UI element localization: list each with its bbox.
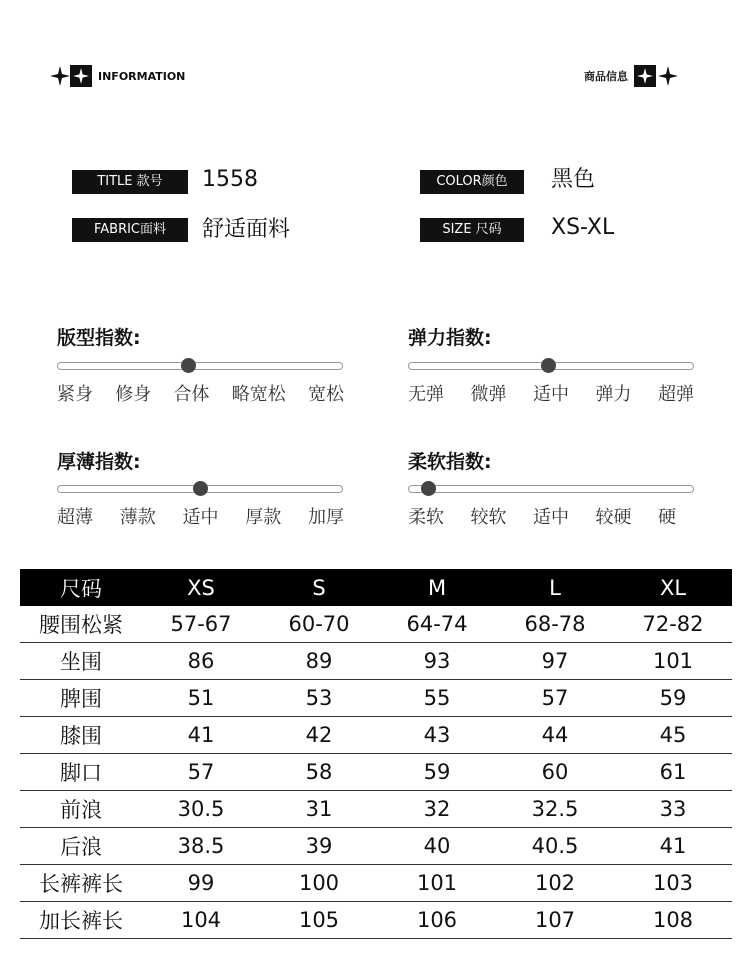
row-label-cell: 脚口 bbox=[20, 754, 142, 791]
table-cell: 57-67 bbox=[142, 606, 260, 643]
scale-label: 修身 bbox=[115, 384, 152, 405]
table-cell: 86 bbox=[142, 643, 260, 680]
table-cell: 101 bbox=[378, 865, 496, 902]
scale-label: 宽松 bbox=[308, 384, 344, 405]
table-cell: 51 bbox=[142, 680, 260, 717]
table-cell: 60 bbox=[496, 754, 614, 791]
title-tag: TITLE 款号 bbox=[72, 170, 188, 194]
header-cell: XS bbox=[142, 569, 260, 606]
row-label-cell: 加长裤长 bbox=[20, 902, 142, 939]
header-cell: S bbox=[260, 569, 378, 606]
table-cell: 108 bbox=[614, 902, 732, 939]
scale-label: 微弹 bbox=[470, 384, 507, 405]
table-row bbox=[20, 828, 732, 865]
scale-label: 加厚 bbox=[308, 507, 344, 528]
table-cell: 99 bbox=[142, 865, 260, 902]
table-cell: 58 bbox=[260, 754, 378, 791]
table-cell: 53 bbox=[260, 680, 378, 717]
table-cell: 101 bbox=[614, 643, 732, 680]
scale-label: 略宽松 bbox=[231, 384, 286, 405]
table-cell: 57 bbox=[142, 754, 260, 791]
header-right bbox=[578, 62, 678, 90]
table-row bbox=[20, 680, 732, 717]
stretch-index-title: 弹力指数: bbox=[408, 327, 492, 349]
color-value: 黑色 bbox=[551, 167, 596, 192]
table-cell: 61 bbox=[614, 754, 732, 791]
table-row bbox=[20, 643, 732, 680]
softness-index-knob bbox=[421, 481, 436, 496]
table-cell: 89 bbox=[260, 643, 378, 680]
table-cell: 32.5 bbox=[496, 791, 614, 828]
table-cell: 44 bbox=[496, 717, 614, 754]
row-label-cell: 前浪 bbox=[20, 791, 142, 828]
scale-label: 薄款 bbox=[119, 507, 156, 528]
fit-index-title: 版型指数: bbox=[57, 327, 141, 349]
table-row bbox=[20, 791, 732, 828]
table-cell: 33 bbox=[614, 791, 732, 828]
header-left bbox=[50, 62, 191, 90]
scale-label: 超薄 bbox=[57, 507, 93, 528]
title-value: 1558 bbox=[202, 167, 258, 192]
scale-label: 无弹 bbox=[408, 384, 444, 405]
stretch-index-scale bbox=[408, 380, 694, 406]
row-label-cell: 坐围 bbox=[20, 643, 142, 680]
table-cell: 100 bbox=[260, 865, 378, 902]
row-label-cell: 后浪 bbox=[20, 828, 142, 865]
table-row bbox=[20, 754, 732, 791]
table-cell: 105 bbox=[260, 902, 378, 939]
table-cell: 68-78 bbox=[496, 606, 614, 643]
fabric-value: 舒适面料 bbox=[202, 217, 291, 242]
table-row bbox=[20, 902, 732, 939]
scale-label: 紧身 bbox=[57, 384, 93, 405]
table-cell: 55 bbox=[378, 680, 496, 717]
thickness-index-knob bbox=[193, 481, 208, 496]
table-cell: 41 bbox=[142, 717, 260, 754]
fit-index-knob bbox=[181, 358, 196, 373]
sparkle-icon bbox=[658, 66, 678, 86]
softness-index-title: 柔软指数: bbox=[408, 451, 492, 473]
header-cell: XL bbox=[614, 569, 732, 606]
table-cell: 57 bbox=[496, 680, 614, 717]
table-cell: 45 bbox=[614, 717, 732, 754]
table-cell: 104 bbox=[142, 902, 260, 939]
table-cell: 72-82 bbox=[614, 606, 732, 643]
scale-label: 合体 bbox=[173, 384, 210, 405]
sparkle-box-icon bbox=[634, 65, 656, 87]
table-row bbox=[20, 865, 732, 902]
table-cell: 59 bbox=[614, 680, 732, 717]
table-cell: 31 bbox=[260, 791, 378, 828]
table-cell: 30.5 bbox=[142, 791, 260, 828]
row-label-cell: 长裤裤长 bbox=[20, 865, 142, 902]
table-cell: 64-74 bbox=[378, 606, 496, 643]
table-cell: 38.5 bbox=[142, 828, 260, 865]
scale-label: 硬 bbox=[658, 507, 676, 528]
size-tag: SIZE 尺码 bbox=[420, 218, 524, 242]
fabric-tag: FABRIC面料 bbox=[72, 218, 188, 242]
header-right-label: 商品信息 bbox=[584, 70, 628, 83]
size-table bbox=[20, 569, 732, 939]
scale-label: 厚款 bbox=[245, 507, 282, 528]
header-left-label: INFORMATION bbox=[98, 69, 186, 83]
scale-label: 较软 bbox=[470, 507, 507, 528]
table-row bbox=[20, 717, 732, 754]
scale-label: 较硬 bbox=[595, 507, 632, 528]
table-cell: 32 bbox=[378, 791, 496, 828]
row-label-cell: 脾围 bbox=[20, 680, 142, 717]
sparkle-icon bbox=[50, 66, 70, 86]
size-table-header-row bbox=[20, 569, 732, 606]
table-cell: 107 bbox=[496, 902, 614, 939]
stretch-index-knob bbox=[541, 358, 556, 373]
table-cell: 93 bbox=[378, 643, 496, 680]
scale-label: 适中 bbox=[182, 507, 219, 528]
size-value: XS-XL bbox=[551, 215, 615, 240]
header-cell: L bbox=[496, 569, 614, 606]
scale-label: 适中 bbox=[533, 384, 569, 405]
table-cell: 102 bbox=[496, 865, 614, 902]
table-cell: 43 bbox=[378, 717, 496, 754]
sparkle-box-icon bbox=[70, 65, 92, 87]
table-cell: 40.5 bbox=[496, 828, 614, 865]
scale-label: 超弹 bbox=[658, 384, 694, 405]
table-cell: 103 bbox=[614, 865, 732, 902]
header-cell: M bbox=[378, 569, 496, 606]
softness-index-scale bbox=[408, 503, 676, 529]
size-table-body bbox=[20, 606, 732, 939]
table-cell: 40 bbox=[378, 828, 496, 865]
row-label-cell: 膝围 bbox=[20, 717, 142, 754]
softness-index-track bbox=[408, 485, 694, 493]
fit-index-scale bbox=[57, 380, 344, 406]
header-cell: 尺码 bbox=[20, 569, 142, 606]
table-row bbox=[20, 606, 732, 643]
fit-index-track bbox=[57, 362, 343, 370]
scale-label: 弹力 bbox=[595, 384, 632, 405]
table-cell: 41 bbox=[614, 828, 732, 865]
color-tag: COLOR颜色 bbox=[420, 170, 524, 194]
scale-label: 适中 bbox=[533, 507, 569, 528]
table-cell: 42 bbox=[260, 717, 378, 754]
table-cell: 97 bbox=[496, 643, 614, 680]
thickness-index-scale bbox=[57, 503, 344, 529]
table-cell: 59 bbox=[378, 754, 496, 791]
row-label-cell: 腰围松紧 bbox=[20, 606, 142, 643]
table-cell: 106 bbox=[378, 902, 496, 939]
thickness-index-title: 厚薄指数: bbox=[57, 451, 141, 473]
scale-label: 柔软 bbox=[408, 507, 444, 528]
table-cell: 60-70 bbox=[260, 606, 378, 643]
table-cell: 39 bbox=[260, 828, 378, 865]
